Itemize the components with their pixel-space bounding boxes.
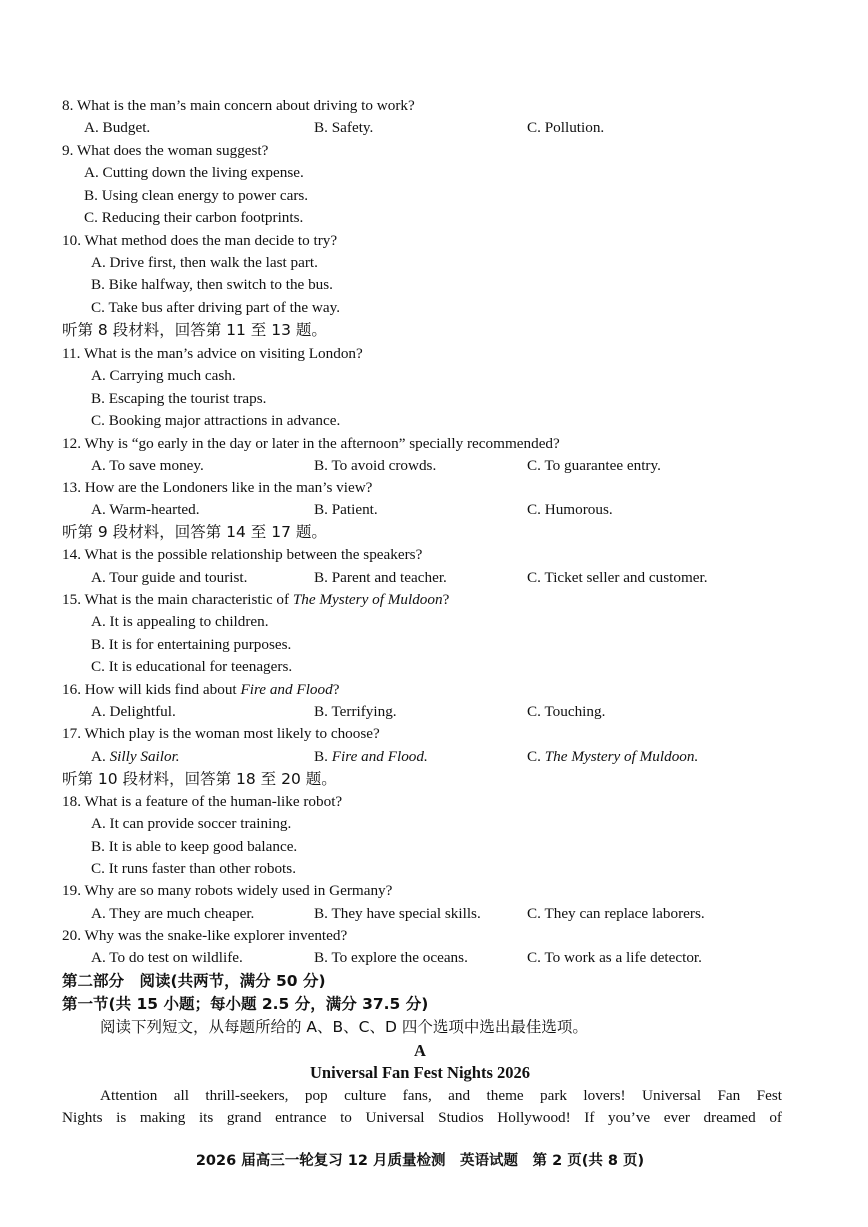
question-18: 18. What is a feature of the human-like robot? [62, 793, 343, 810]
section-10-instruction: 听第 10 段材料，回答第 18 至 20 题。 [62, 770, 337, 788]
question-8: 8. What is the man’s main concern about driving to work? [62, 97, 415, 114]
q17-b-label: B. [314, 748, 332, 765]
question-16 [62, 679, 339, 701]
q17-c-title: The Mystery of Muldoon. [544, 748, 699, 765]
question-17: 17. Which play is the woman most likely to choose? [62, 725, 380, 742]
q9-option-a: A. Cutting down the living expense. [84, 164, 304, 181]
question-19: 19. Why are so many robots widely used in Germany? [62, 882, 393, 899]
q12-option-a: A. To save money. [91, 457, 204, 474]
question-9: 9. What does the woman suggest? [62, 142, 269, 159]
q15-play-title: The Mystery of Muldoon [292, 591, 443, 608]
question-14: 14. What is the possible relationship between the speakers? [62, 546, 423, 563]
q14-option-a: A. Tour guide and tourist. [91, 569, 248, 586]
q10-option-c: C. Take bus after driving part of the way. [91, 299, 341, 316]
q9-option-c: C. Reducing their carbon footprints. [84, 209, 304, 226]
q20-option-c: C. To work as a life detector. [527, 949, 702, 966]
question-13: 13. How are the Londoners like in the man’s view? [62, 479, 373, 496]
question-20: 20. Why was the snake-like explorer invented? [62, 927, 348, 944]
q19-option-b: B. They have special skills. [314, 905, 481, 922]
q17-a-title: Silly Sailor. [109, 748, 180, 765]
q10-option-a: A. Drive first, then walk the last part. [91, 254, 318, 271]
section-1-heading: 第一节(共 15 小题；每小题 2.5 分，满分 37.5 分) [62, 995, 429, 1013]
q8-option-c: C. Pollution. [527, 119, 605, 136]
q17-b-title: Fire and Flood. [331, 748, 428, 765]
question-12: 12. Why is “go early in the day or later in the afternoon” specially recommended? [62, 435, 560, 452]
q15-option-b: B. It is for entertaining purposes. [91, 636, 292, 653]
question-10: 10. What method does the man decide to try? [62, 232, 338, 249]
q14-option-c: C. Ticket seller and customer. [527, 569, 708, 586]
q16-play-title: Fire and Flood [240, 681, 333, 698]
q16-option-b: B. Terrifying. [314, 703, 397, 720]
q19-option-c: C. They can replace laborers. [527, 905, 705, 922]
q16-stem: 16. How will kids find about [62, 681, 241, 698]
q8-option-a: A. Budget. [84, 119, 151, 136]
q17-option-c [527, 746, 698, 768]
q15-option-c: C. It is educational for teenagers. [91, 658, 293, 675]
q17-c-label: C. [527, 748, 545, 765]
q11-option-a: A. Carrying much cash. [91, 367, 236, 384]
q14-option-b: B. Parent and teacher. [314, 569, 447, 586]
reading-instruction: 阅读下列短文，从每题所给的 A、B、C、D 四个选项中选出最佳选项。 [100, 1018, 588, 1036]
question-15 [62, 589, 449, 611]
section-9-instruction: 听第 9 段材料，回答第 14 至 17 题。 [62, 523, 327, 541]
q8-option-b: B. Safety. [314, 119, 374, 136]
section-8-instruction: 听第 8 段材料，回答第 11 至 13 题。 [62, 321, 327, 339]
q17-option-a [91, 746, 180, 768]
passage-line-2: Nights is making its grand entrance to Universal Studios Hollywood! If you’ve ever dreamed of [62, 1109, 782, 1126]
q15-stem: 15. What is the main characteristic of [62, 591, 293, 608]
q19-option-a: A. They are much cheaper. [91, 905, 255, 922]
q13-option-c: C. Humorous. [527, 501, 613, 518]
page-footer: 2026 届高三一轮复习 12 月质量检测 英语试题 第 2 页(共 8 页) [195, 1153, 645, 1169]
q16-option-c: C. Touching. [527, 703, 606, 720]
q15-stem-end: ? [442, 591, 450, 608]
q16-stem-end: ? [332, 681, 340, 698]
q10-option-b: B. Bike halfway, then switch to the bus. [91, 276, 333, 293]
q11-option-c: C. Booking major attractions in advance. [91, 412, 341, 429]
q13-option-a: A. Warm-hearted. [91, 501, 200, 518]
q12-option-b: B. To avoid crowds. [314, 457, 437, 474]
q17-a-label: A. [91, 748, 110, 765]
part-2-heading: 第二部分 阅读(共两节，满分 50 分) [62, 972, 326, 990]
q11-option-b: B. Escaping the tourist traps. [91, 390, 267, 407]
q12-option-c: C. To guarantee entry. [527, 457, 661, 474]
question-11: 11. What is the man’s advice on visiting London? [62, 345, 363, 362]
q17-option-b [314, 746, 428, 768]
passage-letter: A [414, 1041, 426, 1060]
passage-line-1: Attention all thrill-seekers, pop culture fans, and theme park lovers! Universal Fan Fest [100, 1087, 782, 1104]
q15-option-a: A. It is appealing to children. [91, 613, 269, 630]
q9-option-b: B. Using clean energy to power cars. [84, 187, 309, 204]
q18-option-a: A. It can provide soccer training. [91, 815, 292, 832]
q20-option-b: B. To explore the oceans. [314, 949, 468, 966]
q18-option-c: C. It runs faster than other robots. [91, 860, 296, 877]
q13-option-b: B. Patient. [314, 501, 378, 518]
q16-option-a: A. Delightful. [91, 703, 176, 720]
q18-option-b: B. It is able to keep good balance. [91, 838, 298, 855]
passage-title: Universal Fan Fest Nights 2026 [310, 1063, 530, 1082]
q20-option-a: A. To do test on wildlife. [91, 949, 243, 966]
